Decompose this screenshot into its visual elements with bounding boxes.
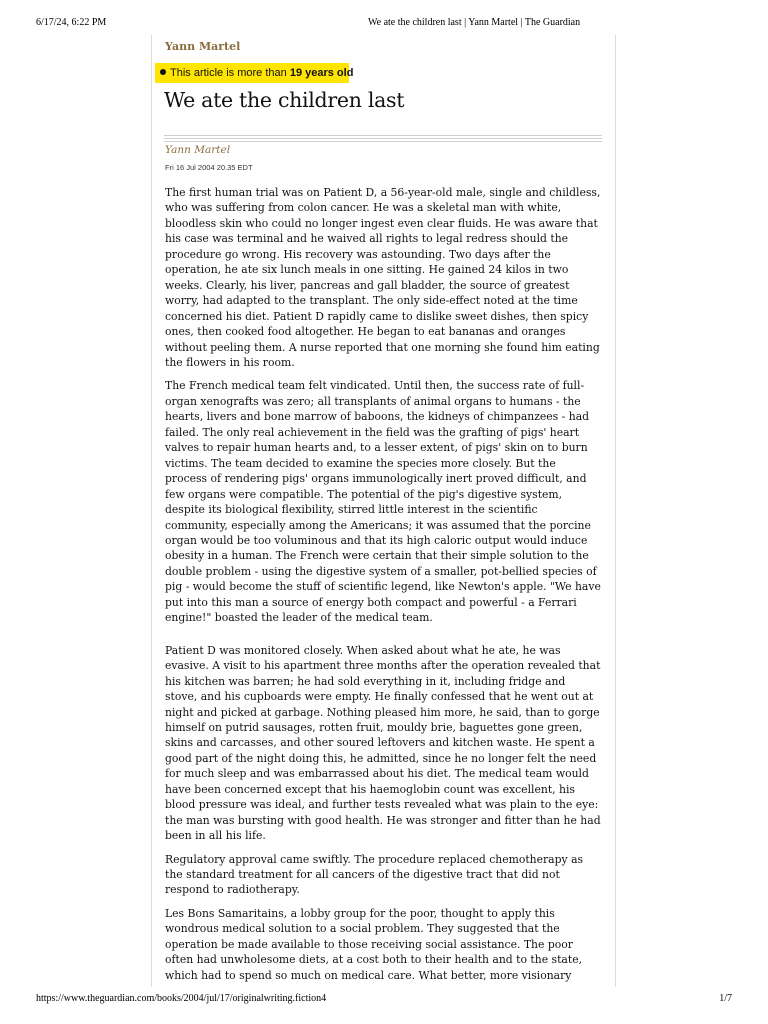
article-paragraph: Regulatory approval came swiftly. The procedure replaced chemotherapy as the standard treatment for all cancers of the digestive tract that did not respond to radiotherapy. bbox=[165, 852, 584, 897]
print-header bbox=[36, 17, 732, 31]
top-author-link[interactable]: Yann Martel bbox=[165, 40, 241, 53]
headline-divider bbox=[164, 135, 602, 144]
byline-author-link[interactable]: Yann Martel bbox=[165, 144, 231, 156]
print-page-number: 1/7 bbox=[719, 993, 732, 1004]
age-notice-years: 19 years old bbox=[289, 67, 354, 79]
article-paragraph: Les Bons Samaritains, a lobby group for the poor, thought to apply this wondrous medical solution to a social problem. They suggested that the operation be made available to those receiving social assistance. The poor often had unwholesome diets, at a cost both to their health and to the state, which had to spend so much on medical care. What better, more visionary bbox=[165, 906, 583, 982]
article-paragraph: The first human trial was on Patient D, a 56-year-old male, single and childless, who was suffering from colon cancer. He was a skeletal man with white, bloodless skin who could no longer ingest even clear fluids. He was aware that his case was terminal and he waived all rights to legal redress should the procedure go wrong. His recovery was astounding. Two days after the operation, he ate six lunch meals in one sitting. He gained 24 kilos in two weeks. Clearly, his liver, pancreas and gall bladder, the source of greatest worry, had adapted to the transplant. The only side-effect noted at the time concerned his diet. Patient D rapidly came to dislike sweet dishes, then spicy ones, then cooked food altogether. He began to eat bananas and oranges without peeling them. A nurse reported that one morning she found him eating the flowers in his room. bbox=[165, 186, 601, 369]
bullet-dot-icon bbox=[160, 69, 166, 75]
print-footer bbox=[36, 993, 732, 1007]
print-url: https://www.theguardian.com/books/2004/jul/17/originalwriting.fiction4 bbox=[36, 993, 327, 1004]
publish-dateline: Fri 16 Jul 2004 20.35 EDT bbox=[165, 163, 253, 172]
article-headline: We ate the children last bbox=[164, 88, 405, 112]
article-paragraph: The French medical team felt vindicated. Until then, the success rate of full-organ xenografts was zero; all transplants of animal organs to humans - the hearts, livers and bone marrow of baboons, the kidneys of chimpanzees - had failed. The only real achievement in the field was the grafting of pigs' heart valves to repair human hearts and, to a lesser extent, of pigs' skin on to burn victims. The team decided to examine the species more closely. But the process of rendering pigs' organs immunologically inert proved difficult, and few organs were compatible. The potential of the pig's digestive system, despite its biological flexibility, stirred little interest in the scientific community, especially among the Americans; it was assumed that the porcine organ would be too voluminous and that its high caloric output would induce obesity in a human. The French were certain that their simple solution to the double problem - using the digestive system of a smaller, pot-bellied species of pig - would become the stuff of scientific legend, like Newton's apple. "We have put into this man a source of energy both compact and powerful - a Ferrari engine!" boasted the leader of the medical team. bbox=[165, 379, 601, 625]
print-page-title: We ate the children last | Yann Martel | The Guardian bbox=[368, 17, 581, 28]
article-age-notice bbox=[155, 63, 354, 83]
age-notice-prefix: This article is more than bbox=[170, 67, 290, 79]
article-paragraph: Patient D was monitored closely. When asked about what he ate, he was evasive. A visit to his apartment three months after the operation revealed that his kitchen was barren; he had sold everything in it, including fridge and stove, and his cupboards were empty. He finally confessed that he went out at night and picked at garbage. Nothing pleased him more, he said, than to gorge himself on putrid sausages, rotten fruit, mouldy brie, baguettes gone green, skins and carcasses, and other soured leftovers and kitchen waste. He spent a good part of the night doing this, he admitted, since he no longer felt the need for much sleep and was embarrassed about his diet. The medical team would have been concerned except that his haemoglobin count was excellent, his blood pressure was ideal, and further tests revealed what was plain to the eye: the man was bursting with good health. He was stronger and fitter than he had been in all his life. bbox=[165, 643, 601, 843]
article-body bbox=[165, 185, 601, 991]
print-datetime: 6/17/24, 6:22 PM bbox=[36, 17, 107, 28]
